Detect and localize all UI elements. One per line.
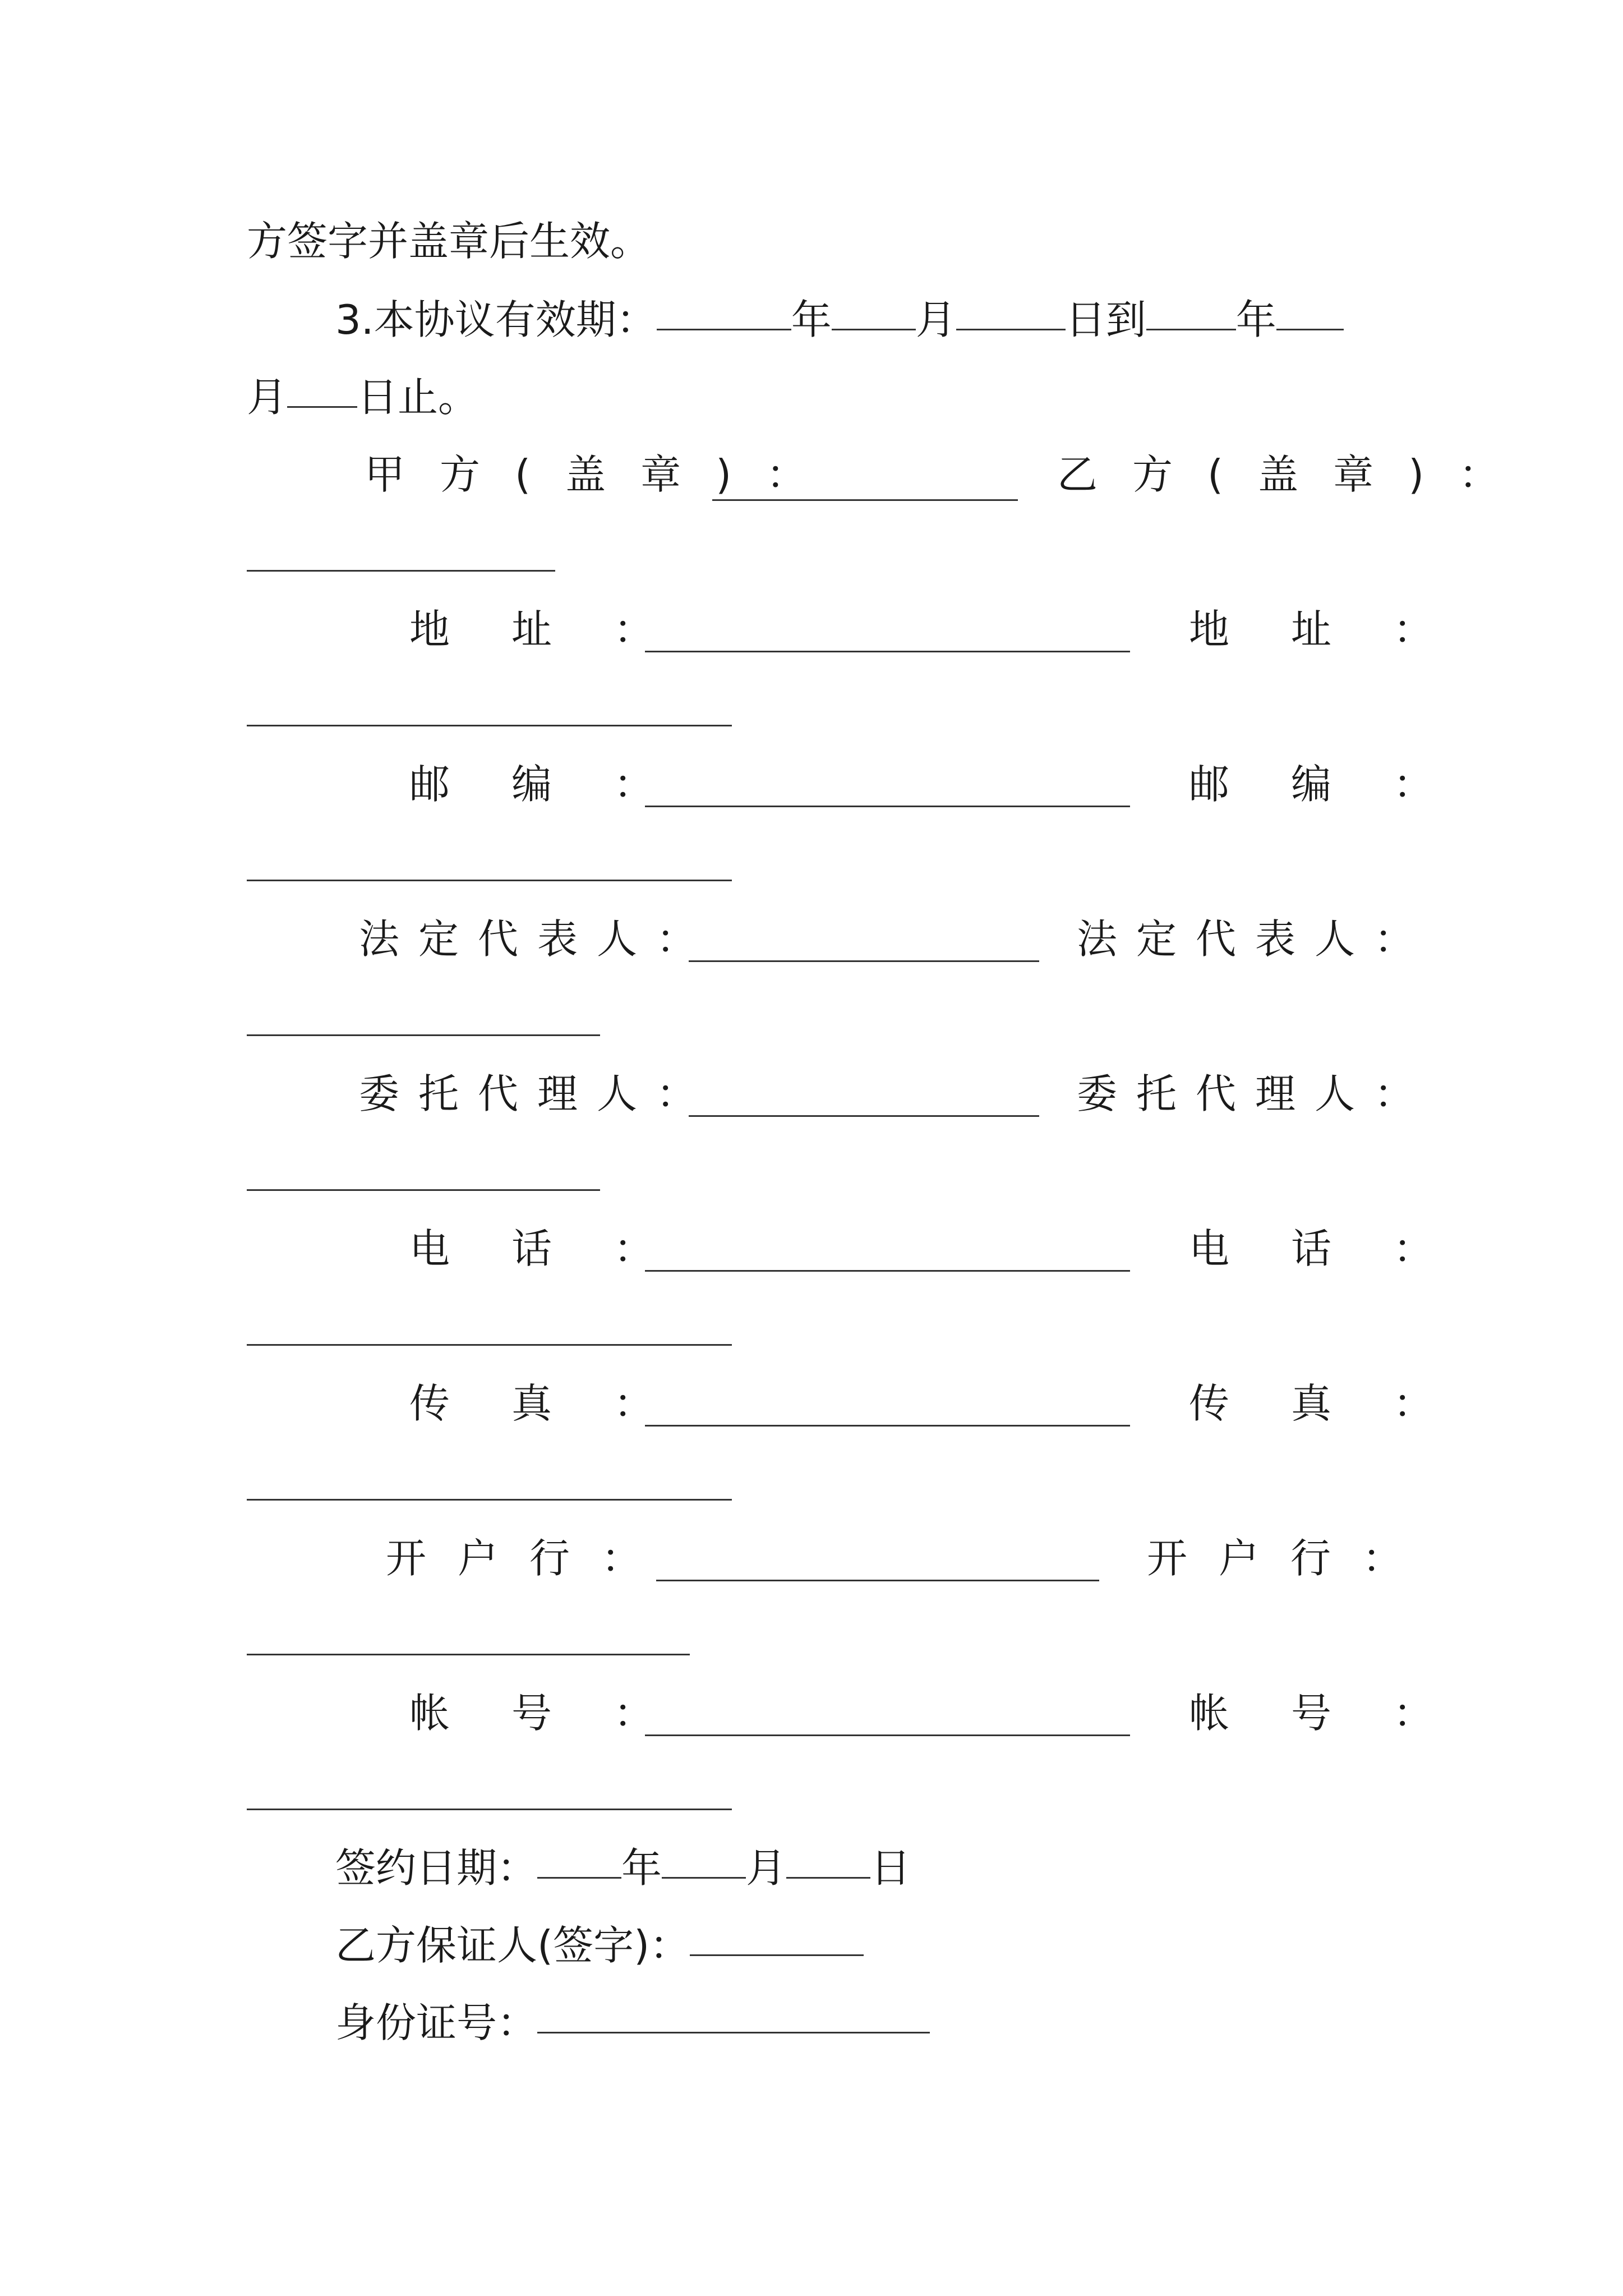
fax-label: 传真：	[409, 1380, 716, 1427]
sign-year-label: 年	[621, 1844, 662, 1892]
legal-rep-label: 法定代表人：	[359, 915, 716, 963]
bank-label: 开户行：	[386, 1535, 674, 1582]
end-day-field[interactable]	[287, 369, 357, 408]
sign-month-label: 月	[746, 1844, 787, 1892]
party-b-label: 乙方(盖章)：	[1057, 451, 1534, 498]
continued-text: 方签字并盖章后生效。	[247, 218, 651, 265]
postcode-line-b[interactable]	[247, 880, 732, 881]
year-label: 年	[791, 296, 832, 343]
fax-line-b[interactable]	[247, 1499, 732, 1501]
start-month-field[interactable]	[832, 292, 916, 330]
guarantor-label: 乙方保证人(签字)：	[335, 1922, 690, 1969]
phone-line-b[interactable]	[247, 1344, 732, 1346]
day-to-label: 日到	[1065, 296, 1146, 343]
party-a-line[interactable]	[712, 499, 1018, 501]
id-label: 身份证号：	[335, 1999, 538, 2046]
sign-day-field[interactable]	[786, 1840, 870, 1879]
month-label-2: 月	[247, 374, 288, 421]
fax-label-b: 传真：	[1189, 1380, 1496, 1427]
account-label: 帐号：	[409, 1690, 716, 1737]
start-year-field[interactable]	[657, 292, 791, 330]
end-year-field[interactable]	[1146, 292, 1236, 330]
validity-period	[335, 292, 1344, 348]
account-line-b[interactable]	[247, 1809, 732, 1810]
end-label: 日止。	[357, 374, 479, 421]
fax-line-a[interactable]	[645, 1425, 1130, 1427]
agent-label: 委托代理人：	[359, 1070, 716, 1117]
agent-line-a[interactable]	[689, 1115, 1039, 1117]
postcode-line-a[interactable]	[645, 806, 1130, 807]
bank-line-a[interactable]	[656, 1580, 1099, 1581]
month-label: 月	[915, 296, 956, 343]
account-label-b: 帐号：	[1189, 1690, 1496, 1737]
address-label-b: 地址：	[1189, 606, 1496, 653]
validity-prefix: 3.本协议有效期：	[335, 296, 657, 343]
address-line-b[interactable]	[247, 725, 732, 726]
address-label: 地址：	[409, 606, 716, 653]
sign-date-label: 签约日期：	[335, 1844, 538, 1892]
bank-label-b: 开户行：	[1147, 1535, 1435, 1582]
validity-continued	[247, 369, 478, 425]
id-number-field[interactable]	[537, 1995, 930, 2033]
start-day-field[interactable]	[956, 292, 1066, 330]
legal-rep-line-a[interactable]	[689, 960, 1039, 962]
phone-label-b: 电话：	[1189, 1225, 1496, 1272]
guarantor	[335, 1917, 864, 1973]
guarantor-signature-field[interactable]	[690, 1917, 864, 1956]
end-month-field[interactable]	[1276, 292, 1344, 330]
sign-day-label: 日	[870, 1844, 911, 1892]
year-label-2: 年	[1235, 296, 1276, 343]
account-line-a[interactable]	[645, 1734, 1130, 1736]
legal-rep-label-b: 法定代表人：	[1077, 915, 1434, 963]
phone-label: 电话：	[409, 1225, 716, 1272]
phone-line-a[interactable]	[645, 1270, 1130, 1272]
postcode-label-b: 邮编：	[1189, 761, 1496, 808]
address-line-a[interactable]	[645, 651, 1130, 652]
id-number	[335, 1995, 930, 2051]
agent-line-b[interactable]	[247, 1189, 600, 1191]
agent-label-b: 委托代理人：	[1077, 1070, 1434, 1117]
bank-line-b[interactable]	[247, 1654, 690, 1655]
sign-month-field[interactable]	[662, 1840, 746, 1879]
sign-date	[335, 1840, 911, 1896]
party-b-line[interactable]	[247, 570, 555, 572]
postcode-label: 邮编：	[409, 761, 716, 808]
party-a-label: 甲方(盖章)：	[365, 451, 842, 498]
sign-year-field[interactable]	[537, 1840, 621, 1879]
legal-rep-line-b[interactable]	[247, 1034, 600, 1036]
